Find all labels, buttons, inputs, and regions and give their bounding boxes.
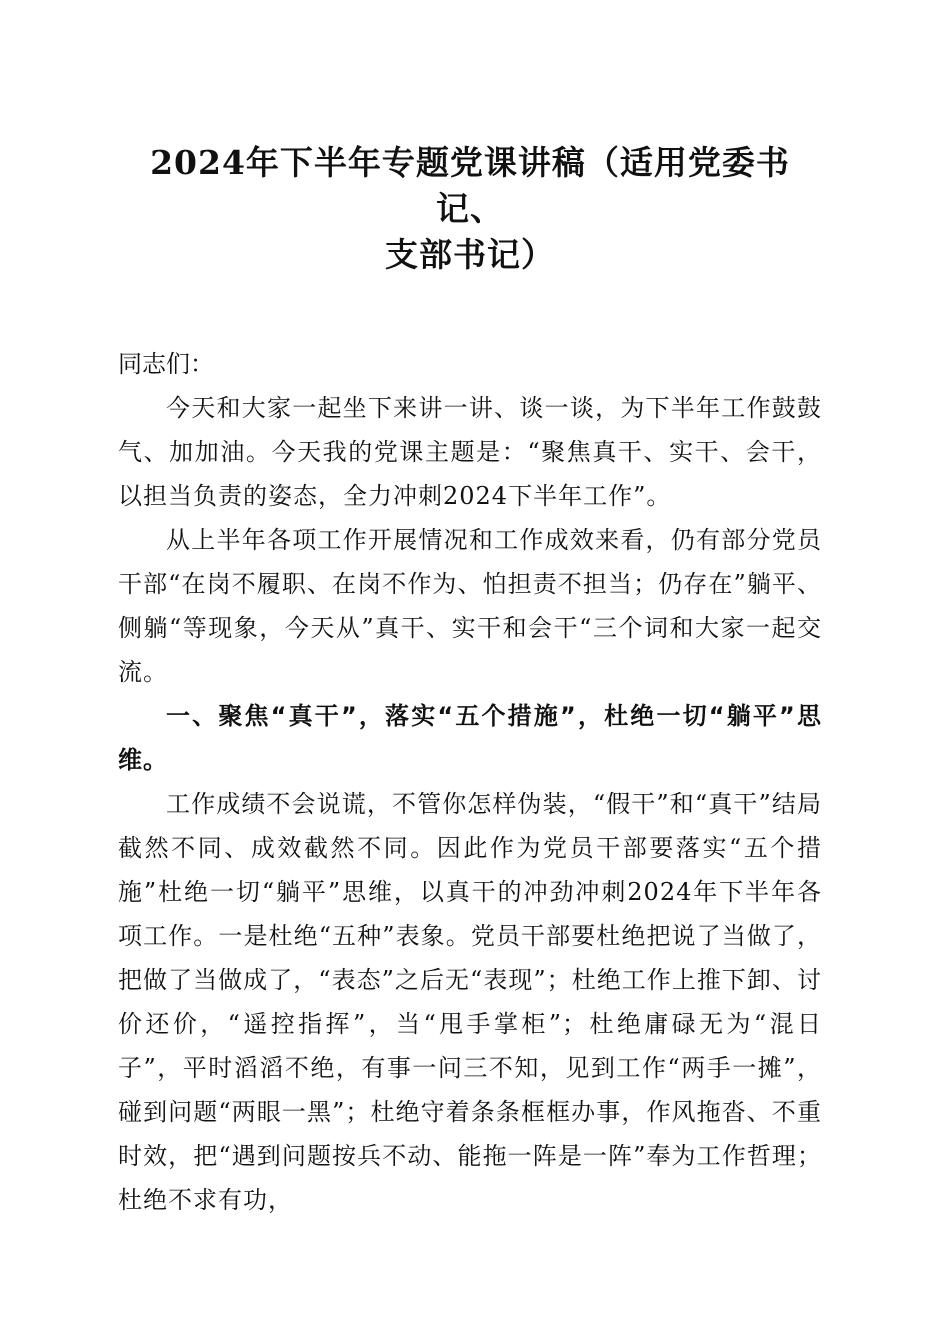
section-heading-1: 一、聚焦“真干”，落实“五个措施”，杜绝一切“躺平”思维。	[118, 702, 822, 774]
title-line-1: 2024年下半年专题党课讲稿（适用党委书记、	[150, 143, 790, 228]
document-title	[118, 140, 822, 278]
title-line-2: 支部书记）	[385, 235, 555, 274]
paragraph-intro: 今天和大家一起坐下来讲一讲、谈一谈，为下半年工作鼓鼓气、加加油。今天我的党课主题是：“聚焦真干、实干、会干，以担当负责的姿态，全力冲刺2024下半年工作”。	[118, 394, 822, 510]
salutation: 同志们：	[118, 350, 214, 378]
paragraph-context: 从上半年各项工作开展情况和工作成效来看，仍有部分党员干部“在岗不履职、在岗不作为、怕担责不担当；仍存在”躺平、侧躺“等现象，今天从”真干、实干和会干“三个词和大家一起交流。	[118, 526, 822, 686]
paragraph-section-1: 工作成绩不会说谎，不管你怎样伪装，“假干”和“真干”结局截然不同、成效截然不同。因此作为党员干部要落实“五个措施”杜绝一切“躺平”思维，以真干的冲劲冲刺2024年下半年各项工作。一是杜绝“五种”表象。党员干部要杜绝把说了当做了，把做了当做成了，“表态”之后无“表现”；杜绝工作上推下卸、讨价还价，“遥控指挥”，当“甩手掌柜”；杜绝庸碌无为“混日子”，平时滔滔不绝，有事一问三不知，见到工作“两手一摊”，碰到问题“两眼一黑”；杜绝守着条条框框办事，作风拖沓、不重时效，把“遇到问题按兵不动、能拖一阵是一阵”奉为工作哲理；杜绝不求有功，	[118, 790, 822, 1214]
